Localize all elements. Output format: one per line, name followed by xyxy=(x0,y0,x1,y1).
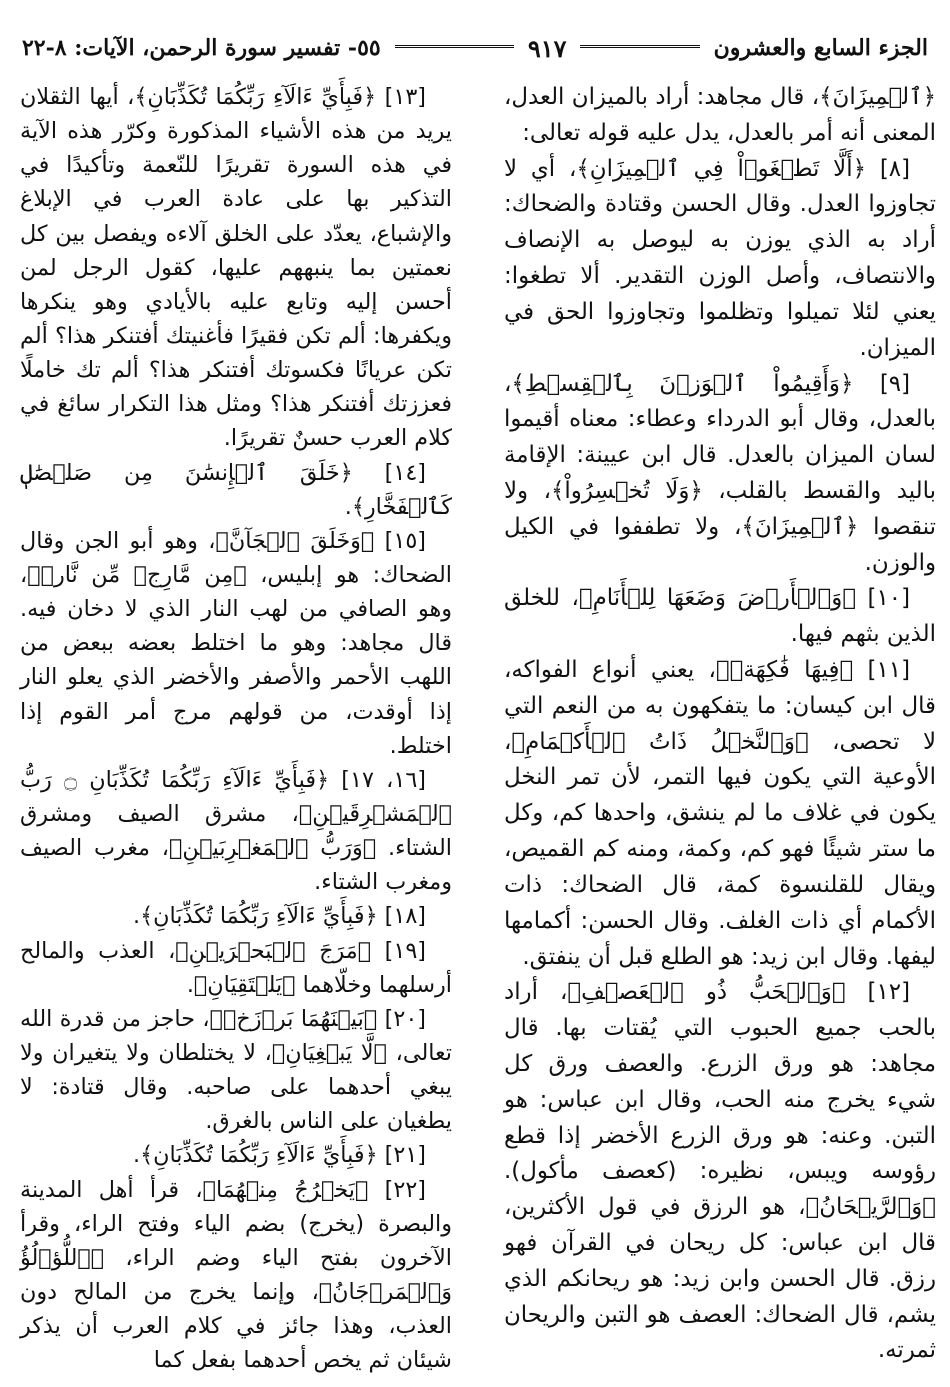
right-column xyxy=(504,80,936,1369)
paragraph: [١٢] ﴿وَٱلۡحَبُّ ذُو ٱلۡعَصۡفِ﴾، أراد بالحب جميع الحبوب التي يُقتات بها. قال مجاهد: هو ورق الزرع. والعصف ورق كل شيء يخرج منه الحب، وقال ابن عباس: هو التبن. وعنه: هو ورق الزرع الأخضر إذا قطع رؤوسه ويبس، نظيره: (كعصف مأكول). ﴿وَٱلرَّيۡحَانُ﴾، هو الرزق في قول الأكثرين، قال ابن عباس: كل ريحان في القرآن فهو رزق. قال الحسن وابن زيد: هو ريحانكم الذي يشم، قال الضحاك: العصف هو التبن والريحان ثمرته. xyxy=(504,979,936,1364)
left-column xyxy=(20,80,452,1377)
page-number: ٩١٧ xyxy=(527,33,567,63)
header-rule-right xyxy=(580,45,699,51)
volume-title: الجزء السابع والعشرون xyxy=(713,35,928,61)
paragraph: [٢٢] ﴿يَخۡرُجُ مِنۡهُمَا﴾، قرأ أهل المدينة والبصرة (يخرج) بضم الياء وفتح الراء، وقرأ الآخرون بفتح الياء وضم الراء، ﴿ٱللُّؤۡلُؤُ وَٱلۡمَرۡجَانُ﴾، وإنما يخرج من المالح دون العذب، وهذا جائز في كلام العرب أن يذكر شيئان ثم يخص أحدهما بفعل كما xyxy=(20,1176,452,1374)
paragraph: [١٥] ﴿وَخَلَقَ ٱلۡجَآنَّ﴾، وهو أبو الجن وقال الضحاك: هو إبليس، ﴿مِن مَّارِجٖ مِّن نَّارٖ﴾، وهو الصافي من لهب النار الذي لا دخان فيه. قال مجاهد: وهو ما اختلط بعضه ببعض من اللهب الأحمر والأصفر والأخضر الذي يعلو النار إذا أوقدت، من قولهم مرج أمر القوم إذا اختلط. xyxy=(20,527,452,759)
page-header xyxy=(22,26,928,70)
paragraph: [١٨] ﴿فَبِأَيِّ ءَالَآءِ رَبِّكُمَا تُكَذِّبَانِ﴾. xyxy=(132,903,426,930)
paragraph: [١٦، ١٧] ﴿فَبِأَيِّ ءَالَآءِ رَبِّكُمَا تُكَذِّبَانِ ۝ رَبُّ ٱلۡمَشۡرِقَيۡنِ﴾، مشرق الصيف ومشرق الشتاء. ﴿وَرَبُّ ٱلۡمَغۡرِبَيۡنِ﴾، مغرب الصيف ومغرب الشتاء. xyxy=(20,766,452,896)
paragraph: [٢٠] ﴿بَيۡنَهُمَا بَرۡزَخٞ﴾، حاجز من قدرة الله تعالى، ﴿لَّا يَبۡغِيَانِ﴾، لا يختلطان ولا يتغيران ولا يبغي أحدهما على صاحبه. وقال قتادة: لا يطغيان على الناس بالغرق. xyxy=(20,1005,452,1135)
paragraph: [١٠] ﴿وَٱلۡأَرۡضَ وَضَعَهَا لِلۡأَنَامِ﴾، للخلق الذين بثهم فيها. xyxy=(504,585,936,648)
paragraph: [١٩] ﴿مَرَجَ ٱلۡبَحۡرَيۡنِ﴾، العذب والمالح أرسلهما وخلّاهما ﴿يَلۡتَقِيَانِ﴾. xyxy=(20,937,452,998)
header-rule-left xyxy=(395,45,514,51)
paragraph: [٩] ﴿وَأَقِيمُواْ ٱلۡوَزۡنَ بِٱلۡقِسۡطِ﴾، بالعدل، وقال أبو الدرداء وعطاء: معناه أقيموا لسان الميزان بالعدل. قال ابن عيينة: الإقامة باليد والقسط بالقلب، ﴿وَلَا تُخۡسِرُواْ﴾، ولا تنقصوا ﴿ٱلۡمِيزَانَ﴾، ولا تطففوا في الكيل والوزن. xyxy=(504,370,936,576)
paragraph: [١٤] ﴿خَلَقَ ٱلۡإِنسَٰنَ مِن صَلۡصَٰلٖ كَٱلۡفَخَّارِ﴾. xyxy=(20,459,452,520)
paragraph: [١١] ﴿فِيهَا فَٰكِهَةٞ﴾، يعني أنواع الفواكه، قال ابن كيسان: ما يتفكهون به من النعم التي لا تحصى، ﴿وَٱلنَّخۡلُ ذَاتُ ٱلۡأَكۡمَامِ﴾، الأوعية التي يكون فيها التمر، لأن تمر النخل يكون في غلاف ما لم ينشق، واحدها كم، وكل ما ستر شيئًا فهو كم، وكمة، ومنه كم القميص، ويقال للقلنسوة كمة، قال الضحاك: ذات الأكمام أي ذات الغلف. وقال الحسن: أكمامها ليفها. وقال ابن زيد: هو الطلع قبل أن ينفتق. xyxy=(504,657,936,970)
surah-info: ٥٥- تفسير سورة الرحمن، الآيات: ٨-٢٢ xyxy=(21,35,381,61)
paragraph: ﴿ٱلۡمِيزَانَ﴾، قال مجاهد: أراد بالميزان العدل، المعنى أنه أمر بالعدل، يدل عليه قوله تعالى: xyxy=(504,84,936,146)
paragraph: [١٣] ﴿فَبِأَيِّ ءَالَآءِ رَبِّكُمَا تُكَذِّبَانِ﴾، أيها الثقلان يريد من هذه الأشياء المذكورة وكرّر هذه الآية في هذه السورة تقريرًا للنّعمة وتأكيدًا في التذكير بها على عادة العرب في الإبلاغ والإشباع، يعدّد على الخلق آلاءه ويفصل بين كل نعمتين بما ينبههم عليها، كقول الرجل لمن أحسن إليه وتابع عليه بالأيادي وهو ينكرها ويكفرها: ألم تكن فقيرًا فأغنيتك أفتنكر هذا؟ ألم تكن عريانًا فكسوتك أفتنكر هذا؟ ألم تك خاملًا فعززتك أفتنكر هذا؟ ومثل هذا التكرار سائغ في كلام العرب حسنٌ تقريرًا. xyxy=(20,84,452,452)
paragraph: [٨] ﴿أَلَّا تَطۡغَوۡاْ فِي ٱلۡمِيزَانِ﴾، أي لا تجاوزوا العدل. وقال الحسن وقتادة والضحاك: أراد به الذي يوزن به ليوصل به الإنصاف والانتصاف، وأصل الوزن التقدير. ألا تطغوا: يعني لئلا تميلوا وتظلموا وتجاوزوا الحق في الميزان. xyxy=(504,155,936,361)
paragraph: [٢١] ﴿فَبِأَيِّ ءَالَآءِ رَبِّكُمَا تُكَذِّبَانِ﴾. xyxy=(132,1142,426,1169)
